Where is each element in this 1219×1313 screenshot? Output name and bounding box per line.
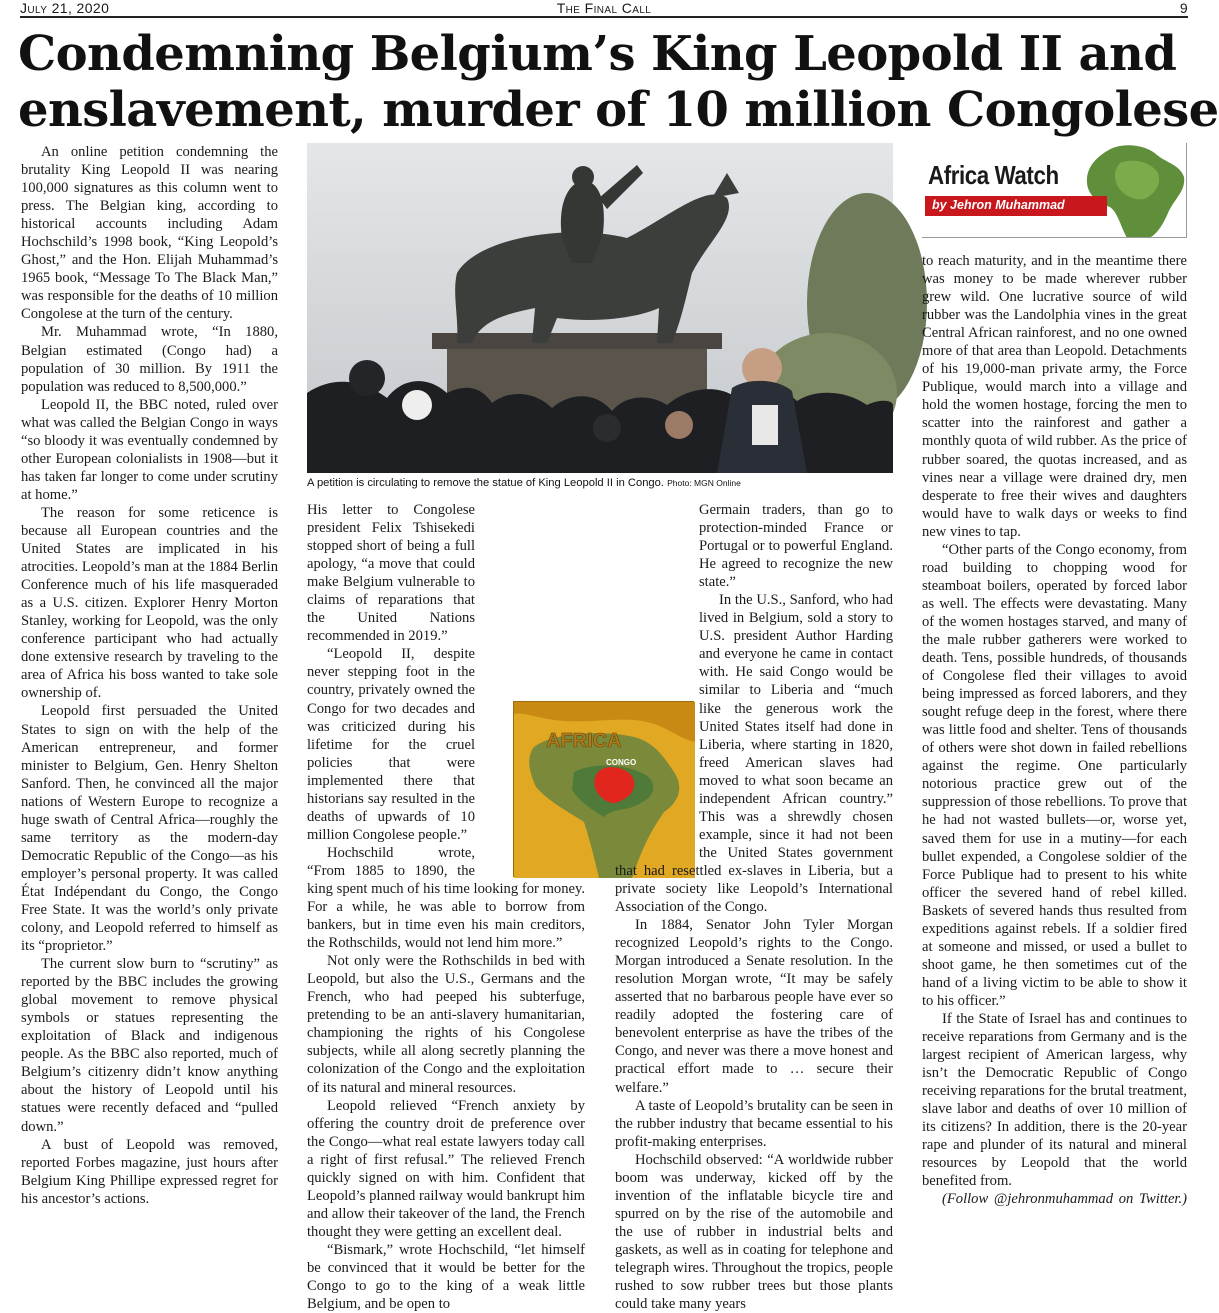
article-column-1 [21,143,278,1293]
issue-date: July 21, 2020 [20,0,110,16]
column-byline: by Jehron Muhammad [932,198,1065,212]
photo-caption [307,476,893,490]
twitter-follow: (Follow @jehronmuhammad on Twitter.) [942,1191,1187,1208]
paragraph: Hochschild wrote, “From 1885 to 1890, the king spent much of his time looking for money. For a while, he was able to borrow from bankers, but in time even his main creditors, the Rothschilds, would not lend him more.” [307,844,585,952]
paragraph: In 1884, Senator John Tyler Morgan recognized Leopold’s rights to the Congo. Morgan introduced a Senate resolution. In the resolution Morgan wrote, “It may be safely asserted that no barbarous people have ever so readily adopted the fostering care of benevolent enterprise as have the tribes of the Congo, and never was there a move honest and practical effort made to … secure their welfare.” [615,917,893,1096]
paper-name: The Final Call [556,0,652,16]
paragraph: In the U.S., Sanford, who had lived in Belgium, sold a story to U.S. president Author Harding and everyone he came in contact with. He said Congo would be similar to Liberia and “much like the generous work the United States itself had done in Liberia, where starting in 1820, freed American slaves had moved to what soon became an independent African country.” This was a shrewdly chosen example, since it had not been the United States government that had resettled ex-slaves in Liberia, but a private society like Leopold’s International Association of the Congo. [615,592,893,916]
photo-credit: Photo: MGN Online [667,478,741,488]
map-wrap-spacer [615,681,699,857]
statue-photo [307,143,893,473]
map-label-congo: CONGO [606,758,637,767]
paragraph: A bust of Leopold was removed, reported Forbes magazine, just hours after Belgium King Phillipe expressed regret for his ancestor’s actions. [21,1136,278,1207]
article-column-4 [922,252,1187,1296]
paragraph: “Other parts of the Congo economy, from road building to chopping wood for steamboat boilers, operated by forced labor as well. The effects were devastating. Many of the women hostages starved, and many of the male rubber gatherers were worked to death. Tens, possible hundreds, of thousands of Congolese fled their villages to avoid being impressed as forced laborers, and they sought refuge deep in the forest, where there was little food and shelter. Tens of thousands of others were shot down in failed rebellions against the regime. One particularly notorious practice grew out of the suppression of those rebellions. To prove that he had not wasted bullets—or, worse yet, saved them for use in a mutiny—for each bullet expended, a Congolese soldier of the Force Publique had to present to his white officer the severed hand of rebel killed. Baskets of severed hands thus resulted from expeditions against rebels. If a soldier fired at someone and missed, or used a bullet to shoot game, he then sometimes cut of the hand of a living victim to be able to show it to his officer.” [922,541,1188,1009]
map-label-africa: AFRICA [546,730,622,752]
paragraph: The reason for some reticence is because all European countries and the United States are implicated in his atrocities. Leopold’s man at the 1884 Berlin Conference much of his life masqueraded as a U.S. citizen. Explorer Henry Morton Stanley, working for Leopold, was the only conference participant who had actually done extensive research by traveling to the area of Africa his boss wanted to take sole ownership of. [21,504,278,702]
paragraph: Mr. Muhammad wrote, “In 1880, Belgian estimated (Congo had) a population of 30 million. By 1911 the population was reduced to 8,500,000.” [21,324,278,395]
article-column-2 [307,501,585,1313]
headline-line-2: enslavement, murder of 10 million Congolese [18,82,1219,138]
paragraph: If the State of Israel has and continues to receive reparations from Germany and is the largest recipient of American largess, why isn’t the Democratic Republic of Congo receiving reparations for the brutal treatment, slave labor and deaths of over 10 million of its citizens? In addition, there is the 20-year rape and plunder of its natural and mineral resources by Leopold that the world benefited from. [922,1010,1188,1190]
paragraph: Leopold II, the BBC noted, ruled over what was called the Belgian Congo in ways “so bloody it was eventually condemned by other European colonialists in 1908—but it has taken far longer to come under scrutiny at home.” [21,396,278,503]
logo-frame [922,143,1187,238]
caption-text: A petition is circulating to remove the statue of King Leopold II in Congo. [307,477,664,489]
paragraph: A taste of Leopold’s brutality can be seen in the rubber industry that became essential to his profit-making enterprises. [615,1097,893,1150]
paragraph: Germain traders, than go to protection-minded France or Portugal or to powerful England. He agreed to recognize the new state.” [699,502,893,591]
paragraph: “Bismark,” wrote Hochschild, “let himself be convinced that it would be better for the Congo to go to the king of a weak little Belgium, and be open to [307,1241,585,1313]
paragraph: to reach maturity, and in the meantime there was money to be made wherever rubber grew wild. One lucrative source of wild rubber was the Landolphia vines in the great Central African rainforest, and no one owned more of that area than Leopold. Detachments of his 19,000-man private army, the Force Publique, would march into a village and hold the women hostage, forcing the men to scatter into the rainforest and gather a monthly quota of wild rubber. As the price of rubber soared, the quotas increased, and as vines near a village were drained dry, men desperate to free their wives and daughters would have to walk days or weeks to find new vines to tap. [922,253,1187,540]
paragraph: His letter to Congolese president Felix Tshisekedi stopped short of being a full apology, “a move that could make Belgium vulnerable to claims of reparations that the United Nations recommended in 2019.” [307,502,475,645]
paragraph: Leopold first persuaded the United States to sign on with the help of the American entrepreneur, and former minister to Belgium, Gen. Henry Shelton Sanford. Then, he convinced all the major nations of Western Europe to recognize a huge swath of Central Africa—roughly the same territory as the modern-day Democratic Republic of the Congo—as his employer’s personal property. It was called État Indépendant du Congo, the Congo Free State. It was the world’s only private colony, and Leopold referred to himself as its “proprietor.” [21,703,278,955]
africa-watch-logo [922,143,1187,238]
paragraph: Leopold relieved “French anxiety by offering the country droit de preference over the Congo—what real estate lawyers today call a right of first refusal.” The relieved French quickly signed on with him. Confident that Leopold’s planned railway would bankrupt him and allow their takeover of the land, the French thought they were getting an excellent deal. [307,1097,585,1240]
paragraph: The current slow burn to “scrutiny” as reported by the BBC includes the growing global movement to remove physical symbols or statues representing the exploitation of Black and indigenous people. As the BBC also reported, much of Belgium’s citizenry didn’t know anything about the history of Leopold until his statues were recently defaced and “pulled down.” [21,956,278,1135]
column-title: Africa Watch [928,160,1059,190]
headline [18,26,1219,138]
paragraph: An online petition condemning the brutality King Leopold II was nearing 100,000 signatures as this column went to press. The Belgian king, according to historical accounts including Adam Hochschild’s 1998 book, “King Leopold’s Ghost,” and the Hon. Elijah Muhammad’s 1965 book, “Message To The Black Man,” was responsible for the deaths of 10 million Congolese at the turn of the century. [21,144,278,323]
masthead [20,0,1188,18]
paragraph: Not only were the Rothschilds in bed with Leopold, but also the U.S., Germans and the French, who had peeped his subterfuge, pretending to be an anti-slavery humanitarian, championing the rights of his Congolese subjects, while all along secretly planning the colonization of the Congo and the exploitation of its natural and mineral resources. [307,953,585,1096]
paragraph: Hochschild observed: “A worldwide rubber boom was underway, kicked off by the invention of the inflatable bicycle tire and spurred on by the rise of the automobile and the use of rubber in industrial belts and gaskets, as well as in coating for telephone and telegraph wires. Throughout the tropics, people rushed to sow rubber trees but those plants could take many years [615,1151,893,1313]
statue-photo-illustration [307,143,893,473]
paragraph: “Leopold II, despite never stepping foot in the country, privately owned the Congo for two decades and was criticized during his lifetime for the cruel policies that were implemented there that historians say resulted in the deaths of upwards of 10 million Congolese people.” [307,646,475,843]
article-column-3 [615,501,893,1313]
page-number: 9 [1179,0,1188,16]
headline-line-1: Condemning Belgium’s King Leopold II and [18,26,1177,82]
